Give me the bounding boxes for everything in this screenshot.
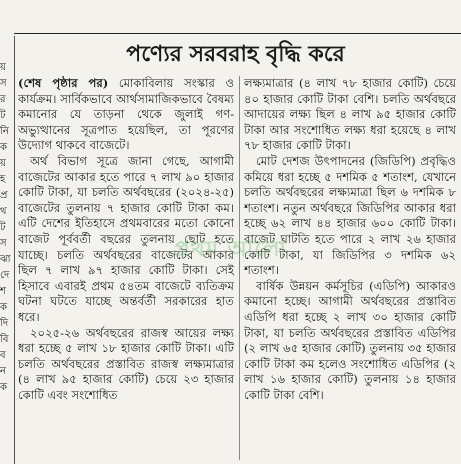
strip-fragment: দে <box>0 270 10 281</box>
strip-fragment: য় <box>0 158 6 169</box>
strip-fragment: দি <box>0 318 9 329</box>
strip-fragment: ট <box>0 110 6 121</box>
article-column-2 <box>244 76 456 460</box>
paragraph: লক্ষ্যমাত্রার (৪ লাখ ৭৮ হাজার কোটি) চেয়ে ৪০ হাজার কোটি টাকা বেশি। চলতি অর্থবছরে আদায়ের লক্ষ্য ছিল ৪ লাখ ৯৫ হাজার কোটি টাকা আর সংশোধিত লক্ষ্য ধরা হয়েছে ৪ লাখ ৭৮ হাজার কোটি টাকা। <box>244 76 456 153</box>
paragraph <box>18 76 234 154</box>
paragraph: অর্থ বিভাগ সূত্রে জানা গেছে, আগামী বাজেটের আকার হতে পারে ৭ লাখ ৯০ হাজার কোটি টাকা, যা চলতি অর্থবছরের (২০২৪-২৫) বাজেটের তুলনায় ৭ হাজার কোটি টাকা কম। এটি দেশের ইতিহাসে প্রথমবারের মতো কোনো বাজেট পূর্ববর্তী বছরের তুলনায় ছোট হতে যাচ্ছে। চলতি অর্থবছরের বাজেটের আকার ছিল ৭ লাখ ৯৭ হাজার কোটি টাকা। সেই হিসাবে এবারই প্রথম ৫৪তম বাজেটে ব্যতিক্রম ঘটনা ঘটতে যাচ্ছে অন্তর্বর্তী সরকারের হাত ধরে। <box>18 153 234 324</box>
strip-fragment: থ <box>0 206 7 217</box>
strip-fragment: স <box>0 78 7 89</box>
strip-fragment: প্র <box>0 190 8 201</box>
paragraph: মোট দেশজ উৎপাদনের (জিডিপি) প্রবৃদ্ধিও কমিয়ে ধরা হচ্ছে ৫ দশমিক ৫ শতাংশ, যেখানে চলতি অর্থবছরের লক্ষ্যমাত্রা ছিল ৬ দশমিক ৮ শতাংশ। নতুন অর্থবছরে জিডিপির আকার ধরা হচ্ছে ৬২ লাখ ৪৪ হাজার ৬০০ কোটি টাকা। বাজেট ঘাটতি হতে পারে ২ লাখ ২৬ হাজার কোটি টাকা, যা জিডিপির ৩ দশমিক ৬২ শতাংশ। <box>244 153 456 278</box>
column-separator <box>239 76 240 460</box>
watermark-text: প্রথম আলো <box>173 236 287 262</box>
strip-fragment: র <box>0 94 6 105</box>
strip-fragment: ব <box>0 350 6 361</box>
paragraph-text: মোকাবিলায় সংস্কার ও কার্যক্রম। সার্বিকভাবে আর্থসামাজিকভাবে বৈষম্য কমানোর যে তাড়না থেকে জুলাই গণ-অভ্যুত্থানের সূত্রপাত হয়েছিল, তা পূরণের উদ্যোগ থাকবে বাজেটে। <box>18 76 234 153</box>
strip-fragment: বি <box>0 334 9 345</box>
strip-fragment: ঝা <box>0 254 11 265</box>
strip-fragment: হ <box>0 174 6 185</box>
strip-fragment: শ <box>0 286 6 297</box>
strip-fragment: ট <box>0 222 6 233</box>
adjacent-column-fragment <box>0 60 12 464</box>
continued-label: (শেষ পৃষ্ঠার পর) <box>18 76 109 90</box>
paragraph: ২০২৫-২৬ অর্থবছরের রাজস্ব আয়ের লক্ষ্য ধরা হচ্ছে ৫ লাখ ১৮ হাজার কোটি টাকা। এটি চলতি অর্থবছরের প্রস্তাবিত রাজস্ব লক্ষ্যমাত্রার (৪ লাখ ৯৫ হাজার কোটি) চেয়ে ২৩ হাজার কোটি এবং সংশোধিত <box>18 325 234 402</box>
headline: পণ্যের সরবরাহ বৃদ্ধি করে <box>126 41 345 67</box>
strip-fragment: ন <box>0 366 6 377</box>
strip-fragment: নি <box>0 126 9 137</box>
left-column-rule <box>14 36 15 464</box>
strip-fragment: ক <box>0 382 7 393</box>
article-column-1 <box>18 76 234 460</box>
strip-fragment: য় <box>0 62 6 73</box>
paragraph: বার্ষিক উন্নয়ন কর্মসূচির (এডিপি) আকারও কমানো হচ্ছে। আগামী অর্থবছরের প্রস্তাবিত এডিপি ধরা হচ্ছে ২ লাখ ৩০ হাজার কোটি টাকা, যা চলতি অর্থবছরের প্রস্তাবিত এডিপির (২ লাখ ৬৫ হাজার কোটি) তুলনায় ৩৫ হাজার কোটি টাকা কম হলেও সংশোধিত এডিপির (২ লাখ ১৬ হাজার কোটি) তুলনায় ১৪ হাজার কোটি টাকা বেশি। <box>244 278 456 402</box>
strip-fragment: ক <box>0 302 7 313</box>
strip-fragment: স <box>0 238 7 249</box>
top-rule <box>14 33 461 34</box>
strip-fragment: ক <box>0 142 7 153</box>
